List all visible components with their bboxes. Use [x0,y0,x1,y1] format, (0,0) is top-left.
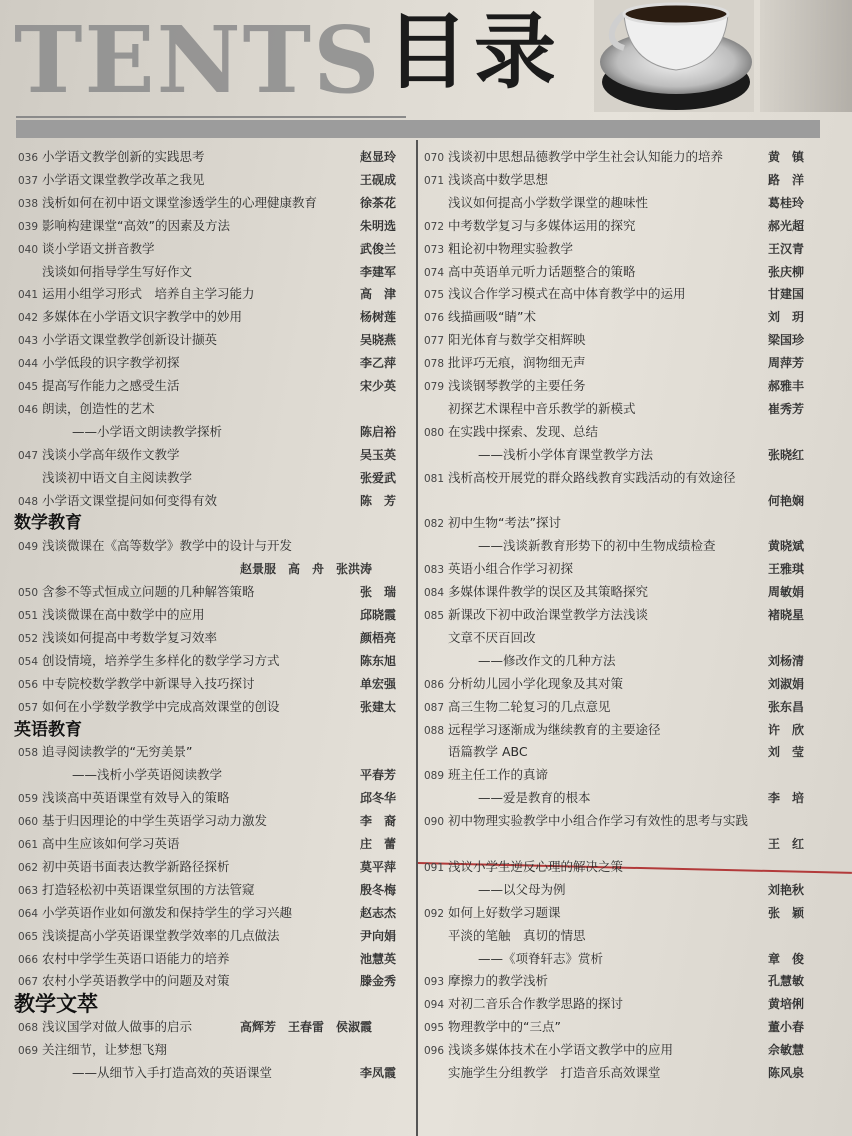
entry-title: ——爱是教育的根本 [478,790,591,806]
entry-author: 单宏强 [360,676,397,691]
entry-title: 平淡的笔触 真切的情思 [448,927,586,943]
entry-title: 浅析如何在初中语文课堂渗透学生的心理健康教育 [42,194,318,210]
page-number: 072 [424,220,445,233]
entry-title: 浅析高校开展党的群众路线教育实践活动的有效途径 [448,469,736,485]
toc-entry[interactable] [424,603,838,627]
entry-author: 张 瑞 [360,585,397,600]
entry-author: 邱晓霞 [360,608,397,622]
entry-title: 追寻阅读教学的“无穷美景” [42,744,193,760]
entry-author: 章 俊 [768,951,805,966]
page-number: 078 [424,358,445,371]
page-number: 086 [424,678,445,691]
entry-title: 小学语文课堂提问如何变得有效 [42,492,218,508]
entry-author: 吴玉英 [360,447,397,462]
page-number: 090 [424,816,445,829]
entry-author: 陈风泉 [768,1066,805,1080]
entry-title: 在实践中探索、发现、总结 [448,423,599,439]
entry-title: 高中生应该如何学习英语 [42,836,180,851]
page-number: 048 [18,495,39,508]
entry-author: 杨树莲 [360,310,397,325]
entry-author: 刘 玥 [768,310,805,325]
entry-author: 何艳娴 [768,493,805,508]
entry-title: 语篇教学 ABC [448,744,528,760]
entry-author: 张庆柳 [768,264,805,279]
entry-author: 孔慧敏 [768,974,805,989]
toc-entry[interactable] [18,832,430,856]
toc-entry[interactable] [424,489,838,513]
toc-entry[interactable] [424,168,838,192]
toc-entry[interactable] [424,328,838,352]
entry-author: 周萍芳 [768,356,805,371]
entry-author: 梁国珍 [768,333,805,348]
header-contents-word: TENTS [14,6,382,114]
toc-entry[interactable] [18,145,430,169]
entry-title: 浅谈提高小学英语课堂教学效率的几点做法 [42,927,280,943]
entry-title: 阳光体育与数学交相辉映 [448,332,586,348]
entry-author: 甘建国 [768,287,805,302]
section-heading: 教学文萃 [14,991,98,1017]
entry-title: 浅谈钢琴教学的主要任务 [448,378,586,393]
page-number: 083 [424,564,445,577]
toc-entry[interactable] [424,534,838,558]
page-title: 目录 [386,5,563,100]
entry-title: 小学语文课堂教学改革之我见 [42,171,205,187]
toc-entry[interactable] [424,511,838,535]
page-number: 085 [424,610,445,622]
entry-title: 文章不厌百回改 [448,629,536,645]
entry-author: 颜梧亮 [360,630,397,645]
entry-author: 赵志杰 [360,905,397,920]
page-number: 059 [18,793,39,806]
entry-title: 打造轻松初中英语课堂氛围的方法管窥 [42,881,255,897]
entry-title: 远程学习逐渐成为继续教育的主要途径 [448,721,661,737]
page-number: 092 [424,907,445,920]
toc-entry[interactable] [424,145,838,169]
page-number: 049 [18,541,39,554]
entry-title: 浅议如何提高小学数学课堂的趣味性 [448,194,649,210]
page-number: 089 [424,770,445,783]
toc-entry[interactable] [18,237,430,261]
entry-title: 农村小学英语教学中的问题及对策 [42,973,230,989]
toc-entry[interactable] [424,718,838,742]
entry-author: 路 洋 [768,172,805,187]
entry-author: 黄晓斌 [768,539,805,554]
page-number: 051 [18,610,39,622]
entry-author: 莫平萍 [360,859,397,874]
entry-author: 王汉青 [768,241,805,256]
page-number: 082 [424,518,445,531]
toc-entry[interactable] [18,763,430,787]
entry-author: 黄培俐 [768,997,805,1012]
toc-entry[interactable] [424,260,838,284]
entry-author: 李 裔 [360,814,397,829]
entry-title: 浅谈初中思想品德教学中学生社会认知能力的培养 [448,149,724,164]
toc-entry[interactable] [424,1015,838,1039]
toc-entry[interactable] [424,557,838,581]
toc-entry[interactable] [18,1061,430,1085]
page-number: 069 [18,1045,39,1058]
entry-author: 李建军 [360,264,397,279]
entry-author: 刘淑娟 [768,676,805,691]
entry-title: 批评巧无痕，润物细无声 [448,355,586,371]
page-number: 039 [18,220,39,233]
toc-entry[interactable] [424,763,838,787]
toc-entry[interactable] [424,282,838,306]
entry-title: 农村中学学生英语口语能力的培养 [42,950,230,966]
toc-entry[interactable] [424,191,838,215]
page-number: 074 [424,266,445,279]
entry-author: 张爱武 [360,470,397,485]
toc-entry[interactable] [424,947,838,971]
page-number: 056 [18,678,39,691]
page-number: 062 [18,861,39,874]
page-number: 093 [424,976,445,989]
entry-title: 浅议国学对做人做事的启示 [42,1019,193,1035]
section-heading: 数学教育 [14,513,82,534]
page-number: 073 [424,243,445,256]
entry-title: 摩擦力的教学浅析 [448,973,549,989]
page-number: 063 [18,884,39,897]
toc-entry[interactable] [18,672,430,696]
toc-entry[interactable] [18,1038,430,1062]
toc-entry[interactable] [18,466,430,490]
toc-entry[interactable] [424,969,838,993]
page-number: 058 [18,747,39,760]
toc-entry[interactable] [18,534,430,558]
entry-title: 初探艺术课程中音乐教学的新模式 [448,400,636,416]
toc-entry[interactable] [18,420,430,444]
page-number: 037 [18,174,39,187]
page-number: 076 [424,312,445,325]
entry-title: 浅谈高中英语课堂有效导入的策略 [42,790,230,806]
page-number: 064 [18,907,39,920]
entry-author: 郝光超 [768,218,805,233]
toc-entry[interactable] [18,924,430,948]
page-number: 044 [18,358,39,371]
entry-author: 董小春 [768,1020,805,1035]
section-heading: 英语教育 [14,719,82,740]
page-number: 094 [424,999,445,1012]
page-number: 088 [424,724,445,737]
toc-entry[interactable] [424,901,838,925]
toc-entry[interactable] [424,351,838,375]
entry-title: 小学语文课堂教学创新设计撷英 [42,332,218,348]
page-number: 077 [424,335,445,348]
coffee-cup-image [594,0,754,112]
page-number: 041 [18,289,39,302]
page-number: 068 [18,1022,39,1035]
entry-title: 如何上好数学习题课 [448,904,561,920]
toc-entry[interactable] [424,420,838,444]
page-number: 043 [18,335,39,348]
page-number: 060 [18,816,39,829]
entry-author: 葛桂玲 [768,195,805,210]
toc-entry[interactable] [424,878,838,902]
toc-entry[interactable] [18,260,430,284]
entry-title: 小学英语作业如何激发和保持学生的学习兴趣 [42,904,293,920]
entry-author: 佘敏慧 [768,1043,805,1058]
entry-author: 武俊兰 [360,241,397,256]
entry-author: 平春芳 [360,768,397,783]
entry-title: 初中物理实验教学中小组合作学习有效性的思考与实践 [448,813,749,829]
toc-entry[interactable] [424,809,838,833]
entry-title: ——《项脊轩志》赏析 [478,950,604,966]
page-number: 079 [424,381,445,393]
entry-title: 运用小组学习形式 培养自主学习能力 [42,286,255,302]
toc-entry[interactable] [18,351,430,375]
entry-title: 浅谈微课在高中数学中的应用 [42,607,205,622]
entry-author: 王砚成 [360,172,397,187]
entry-title: 浅谈高中数学思想 [448,171,549,187]
toc-entry[interactable] [18,580,430,604]
entry-author: 张建太 [360,699,397,714]
entry-title: 如何在小学数学教学中完成高效课堂的创设 [42,698,280,714]
entry-title: 多媒体课件教学的误区及其策略探究 [448,584,649,600]
toc-entry[interactable] [18,740,430,764]
toc-entry[interactable] [18,901,430,925]
page-number: 054 [18,655,39,668]
entry-title: 浅议合作学习模式在高中体育教学中的运用 [448,286,686,302]
entry-title: ——从细节入手打造高效的英语课堂 [72,1065,273,1080]
entry-title: 多媒体在小学语文识字教学中的妙用 [42,309,243,325]
entry-author: 张 颖 [768,905,805,920]
page-number: 046 [18,403,39,416]
toc-entry[interactable] [18,695,430,719]
entry-title: 分析幼儿园小学化现象及其对策 [448,675,624,691]
entry-author: 高辉芳 王春雷 侯淑霞 [240,1020,373,1035]
toc-entry[interactable] [18,947,430,971]
entry-title: 朗读，创造性的艺术 [42,400,155,416]
entry-author: 赵景服 高 舟 张洪涛 [240,562,373,577]
page-number: 067 [18,976,39,989]
page-number: 091 [424,861,445,874]
toc-entry[interactable] [424,649,838,673]
entry-title: 高三生物二轮复习的几点意见 [448,698,611,714]
toc-entry[interactable] [424,580,838,604]
entry-title: 初中英语书面表达教学新路径探析 [42,858,230,874]
entry-author: 王雅琪 [768,562,805,577]
page-number: 096 [424,1045,445,1058]
page-number: 075 [424,289,445,302]
toc-entry[interactable] [18,214,430,238]
page-number: 095 [424,1022,445,1035]
entry-author: 赵显玲 [360,150,397,164]
entry-title: 高中英语单元听力话题整合的策略 [448,263,636,279]
entry-title: 提高写作能力之感受生活 [42,378,180,393]
entry-title: 线描画吸“睛”术 [448,309,536,325]
entry-title: 新课改下初中政治课堂教学方法浅谈 [448,607,649,622]
page-number: 036 [18,152,39,164]
toc-entry[interactable] [18,168,430,192]
page-number: 057 [18,701,39,714]
entry-author: 尹向娟 [360,928,397,943]
toc-entry[interactable] [424,740,838,764]
toc-entry[interactable] [424,305,838,329]
page-number: 047 [18,449,39,462]
page-number: 080 [424,426,445,439]
entry-title: 小学语文教学创新的实践思考 [42,149,205,164]
entry-title: 浅谈小学高年级作文教学 [42,446,180,462]
entry-author: 池慧英 [360,951,397,966]
page-number: 084 [424,587,445,600]
entry-author: 刘艳秋 [768,882,805,897]
entry-author: 李乙萍 [360,356,397,371]
page-number: 081 [424,472,445,485]
toc-entry[interactable] [18,374,430,398]
toc-entry[interactable] [18,489,430,513]
entry-title: ——小学语文朗读教学探析 [72,423,223,439]
entry-title: 实施学生分组教学 打造音乐高效课堂 [448,1065,661,1080]
entry-title: 浅谈微课在《高等数学》教学中的设计与开发 [42,538,293,554]
entry-author: 郝雅丰 [768,379,805,393]
toc-entry[interactable] [424,695,838,719]
toc-entry[interactable] [424,1061,838,1085]
entry-title: 初中生物“考法”探讨 [448,515,561,531]
entry-title: 班主任工作的真谛 [448,767,549,783]
toc-entry[interactable] [424,626,838,650]
entry-title: ——浅析小学英语阅读教学 [72,767,223,783]
toc-entry[interactable] [424,214,838,238]
entry-author: 许 欣 [768,722,805,737]
toc-entry[interactable] [18,397,430,421]
toc-entry[interactable] [18,1015,430,1039]
entry-title: 浅谈如何指导学生写好作文 [42,263,193,279]
toc-entry[interactable] [424,855,838,879]
toc-entry[interactable] [18,282,430,306]
entry-title: 物理教学中的“三点” [448,1019,561,1035]
page-number: 042 [18,312,39,325]
toc-entry[interactable] [18,305,430,329]
entry-author: 朱明选 [360,218,397,233]
entry-title: 含参不等式恒成立问题的几种解答策略 [42,584,255,600]
entry-author: 褚晓星 [768,608,805,622]
entry-author: 庄 蕾 [360,837,397,851]
page-number: 087 [424,701,445,714]
toc-entry[interactable] [424,1038,838,1062]
entry-author: 徐茶花 [360,195,397,210]
toc-entry[interactable] [424,397,838,421]
entry-author: 陈启裕 [360,424,397,439]
entry-author: 高 津 [360,287,397,302]
page-number: 040 [18,243,39,256]
entry-author: 刘 莹 [768,745,805,760]
entry-title: 创设情境，培养学生多样化的数学学习方式 [42,652,280,668]
entry-author: 崔秀芳 [768,401,805,416]
entry-title: 中专院校数学教学中新课导入技巧探讨 [42,675,255,691]
toc-entry[interactable] [18,557,430,581]
toc-entry[interactable] [18,603,430,627]
entry-title: 中考数学复习与多媒体运用的探究 [448,217,636,233]
toc-entry[interactable] [424,237,838,261]
entry-title: 影响构建课堂“高效”的因素及方法 [42,217,230,233]
toc-entry[interactable] [424,924,838,948]
entry-title: ——浅谈新教育形势下的初中生物成绩检查 [478,538,716,554]
toc-entry[interactable] [18,191,430,215]
header-gray-band [16,120,820,138]
entry-author: 殷冬梅 [360,882,397,897]
toc-entry[interactable] [424,786,838,810]
toc-entry[interactable] [18,649,430,673]
entry-author: 黄 镇 [768,150,805,164]
toc-entry[interactable] [424,832,838,856]
page-number: 038 [18,197,39,210]
page-number: 066 [18,953,39,966]
toc-entry[interactable] [424,443,838,467]
entry-title: 浅谈初中语文自主阅读教学 [42,469,193,485]
entry-author: 陈 芳 [360,493,397,508]
entry-title: 英语小组合作学习初探 [448,561,574,577]
entry-author: 李 培 [768,791,805,806]
entry-author: 周敏娟 [768,585,805,600]
entry-author: 刘杨清 [768,653,805,668]
entry-author: 陈东旭 [360,653,397,668]
entry-author: 张东昌 [768,699,805,714]
toc-entry[interactable] [18,328,430,352]
entry-author: 王 红 [768,837,805,851]
entry-author: 李凤霞 [360,1066,397,1080]
toc-entry[interactable] [18,786,430,810]
toc-entry[interactable] [18,443,430,467]
entry-title: 小学低段的识字教学初探 [42,355,180,371]
toc-entry[interactable] [18,855,430,879]
entry-author: 宋少英 [360,379,397,393]
toc-entry[interactable] [18,969,430,993]
bleed-through-shadow [760,0,852,112]
toc-entry[interactable] [424,672,838,696]
page-number: 070 [424,152,445,164]
entry-title: 基于归因理论的中学生英语学习动力激发 [42,813,268,829]
entry-title: 浅谈如何提高中考数学复习效率 [42,629,218,645]
entry-title: ——浅析小学体育课堂教学方法 [478,446,654,462]
entry-title: ——修改作文的几种方法 [478,652,616,668]
page-number: 061 [18,839,39,851]
entry-author: 张晓红 [768,447,805,462]
page-number: 052 [18,632,39,645]
toc-entry[interactable] [18,878,430,902]
page-number: 050 [18,587,39,600]
page-number: 071 [424,174,445,187]
entry-title: 谈小学语文拼音教学 [42,240,155,256]
entry-title: 对初二音乐合作教学思路的探讨 [448,996,624,1012]
entry-title: 关注细节，让梦想飞翔 [42,1042,168,1058]
entry-title: ——以父母为例 [478,881,566,897]
toc-entry[interactable] [424,374,838,398]
page-number: 065 [18,930,39,943]
toc-entry[interactable] [424,466,838,490]
entry-author: 滕金秀 [360,974,397,989]
page-number: 045 [18,381,39,393]
entry-title: 浅谈多媒体技术在小学语文教学中的应用 [448,1042,674,1058]
toc-entry[interactable] [424,992,838,1016]
toc-entry[interactable] [18,809,430,833]
entry-author: 吴晓燕 [360,333,397,348]
entry-author: 邱冬华 [360,791,397,806]
entry-title: 粗论初中物理实验教学 [448,240,574,256]
toc-entry[interactable] [18,626,430,650]
entry-title: 浅议小学生逆反心理的解决之策 [448,858,624,874]
